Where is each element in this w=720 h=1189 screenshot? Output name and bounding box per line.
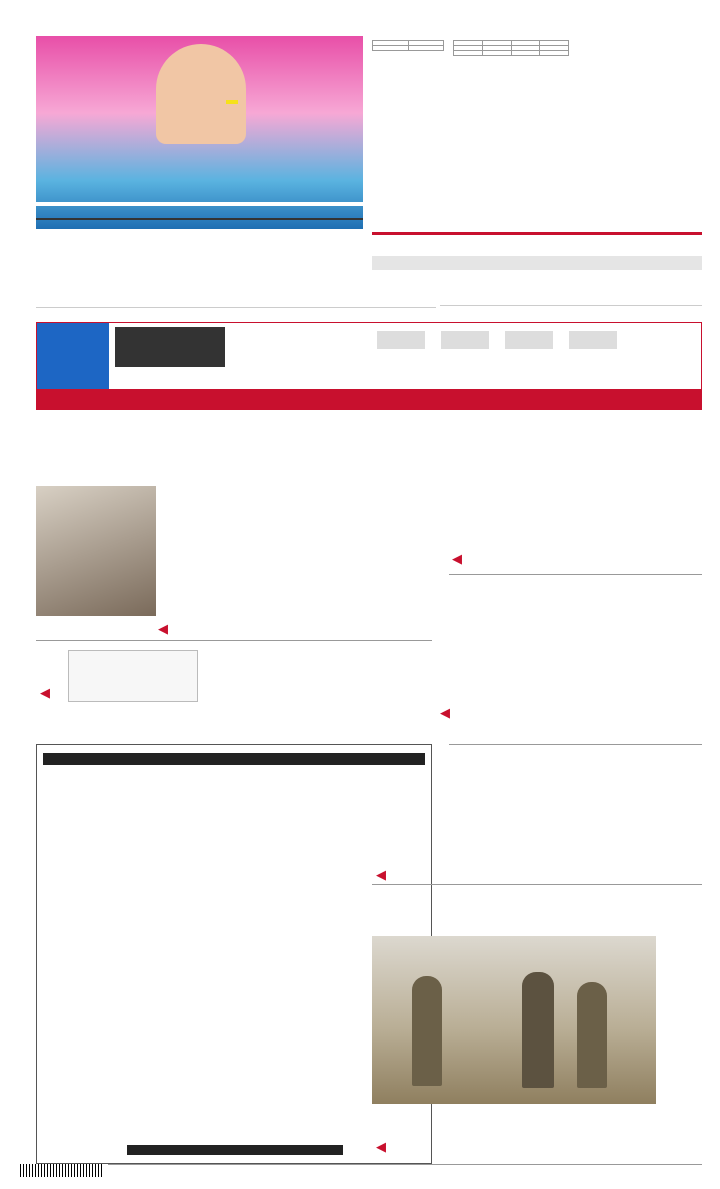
main-story-photo — [36, 486, 156, 616]
ad-tag — [226, 100, 238, 104]
telecom-body — [449, 428, 702, 506]
main-story-column-2 — [162, 486, 293, 625]
customs-page-ref[interactable]: ◀ — [376, 868, 386, 883]
kerry-story[interactable] — [449, 582, 702, 666]
kerry-body — [449, 588, 702, 666]
top-teaser[interactable] — [576, 38, 702, 44]
tv-image — [115, 327, 225, 367]
splash-ad[interactable] — [36, 36, 363, 229]
prayer-time — [511, 51, 540, 56]
prayer-times — [453, 40, 569, 60]
partners-strip — [440, 276, 702, 306]
staff-strip — [36, 274, 436, 308]
main-story-column-1 — [301, 486, 432, 612]
car-price-list — [377, 329, 617, 351]
snapchat-page-ref[interactable]: ◀ — [40, 686, 50, 701]
car-ad[interactable] — [36, 322, 702, 410]
website-bar-top — [372, 232, 702, 235]
ad-phone — [36, 218, 363, 220]
website[interactable] — [372, 256, 702, 270]
yemen-story[interactable] — [372, 858, 702, 888]
footer-prices — [108, 1164, 702, 1177]
prayer-time — [454, 51, 483, 56]
main-story-body — [162, 486, 432, 625]
divider — [449, 744, 702, 745]
barcode — [20, 1164, 102, 1177]
divider — [449, 574, 702, 575]
telecom-page-ref[interactable]: ◀ — [452, 552, 462, 567]
ad-offer — [36, 202, 363, 206]
prayer-name — [540, 51, 569, 56]
prayer-name — [482, 51, 511, 56]
obituary-closing — [127, 1145, 343, 1155]
car-ad-footer — [37, 389, 702, 410]
telecom-story[interactable] — [449, 422, 702, 506]
divider — [36, 640, 432, 641]
bahrain-trends-box — [68, 650, 198, 702]
dj-photo — [156, 44, 246, 144]
kerry-page-ref[interactable]: ◀ — [440, 706, 450, 721]
temperature-box — [372, 40, 444, 65]
iphone-badge — [37, 323, 109, 395]
temp-value — [373, 46, 409, 51]
yemen-photo — [372, 936, 656, 1104]
main-story-page-ref[interactable]: ◀ — [158, 622, 168, 637]
car-price-item[interactable] — [505, 329, 553, 351]
obituary-verse — [43, 753, 425, 765]
yemen-page-ref[interactable]: ◀ — [376, 1140, 386, 1155]
car-price-item[interactable] — [569, 329, 617, 351]
car-price-item[interactable] — [377, 329, 425, 351]
temp-name — [408, 46, 444, 51]
car-price-item[interactable] — [441, 329, 489, 351]
